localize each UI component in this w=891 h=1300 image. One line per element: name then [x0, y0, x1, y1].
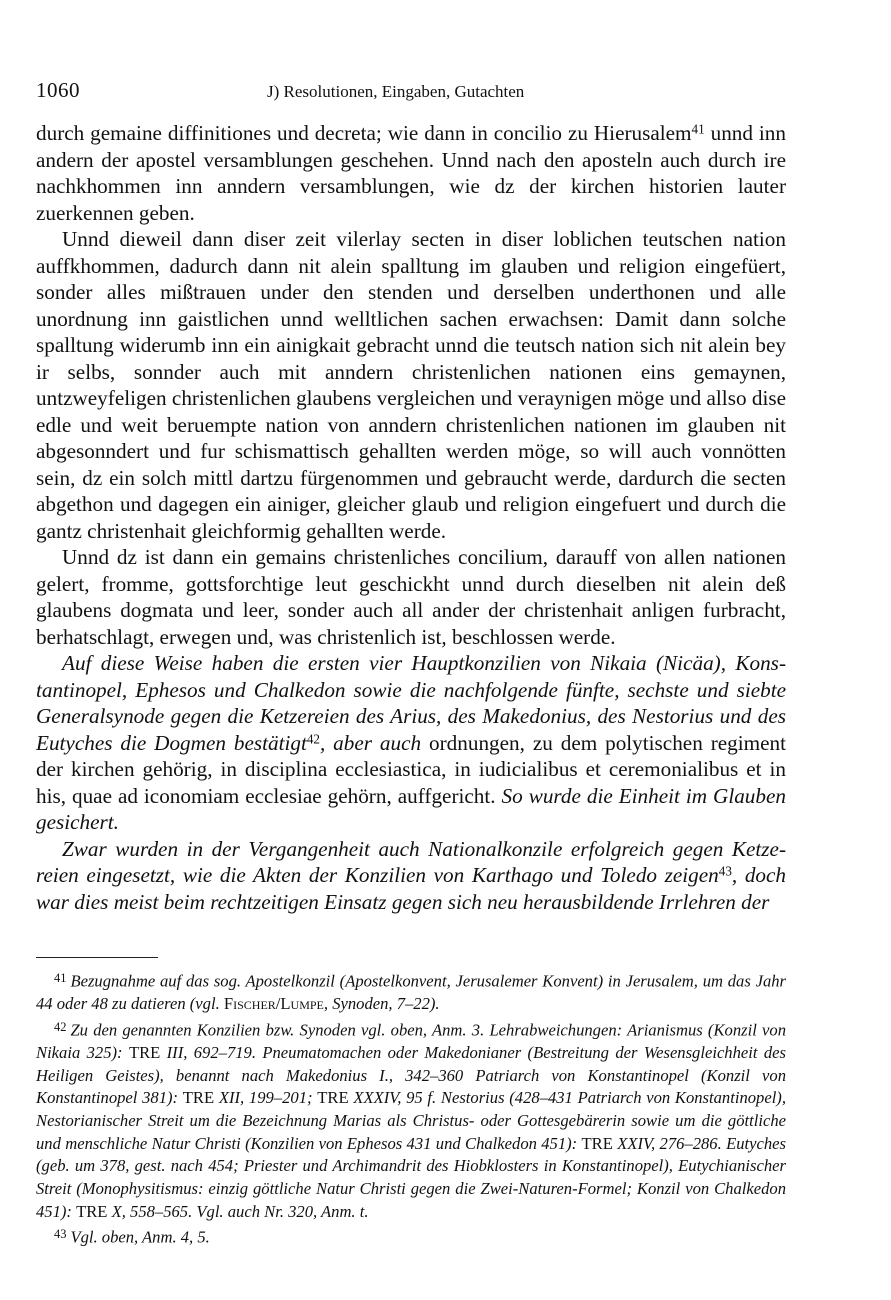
footnote-43-text: Vgl. oben, Anm. 4, 5. [70, 1227, 210, 1247]
paragraph-4 [36, 650, 786, 836]
paragraph-1-text-a: durch gemaine diffinitiones und decreta; wie dann in concilio zu Hierusalem [36, 121, 692, 145]
footnote-41 [36, 967, 786, 1016]
footnote-42-tre-3: TRE [317, 1088, 349, 1108]
footnote-41-text-b: , Synoden, 7–22). [323, 994, 440, 1014]
footnote-42-tre-2: TRE [182, 1088, 215, 1108]
paragraph-4-quote: ordnungen, zu dem polytischen regiment der kirchen gehörig, in disciplina ecclesiastica, in iudicialibus et ceremonialibus et in his, quae ad iconomiam ecclesiae gehörn, auffgericht. [36, 730, 787, 808]
paragraph-5 [36, 836, 786, 916]
footnote-divider [36, 957, 158, 958]
footnote-41-text-a: Bezugnahme auf das sog. Apostelkonzil (Apostelkonvent, Jerusalemer Konvent) in Jerusalem, um das Jahr 44 oder 48 zu datieren (vgl. [36, 971, 786, 1014]
paragraph-2: Unnd dieweil dann diser zeit vilerlay secten in diser loblichen teutschen nation auffkhommen, dadurch dann nit alein spalltung im glauben und religion eingefüert, sonder alles mißtrauen under den stenden und derselben underthonen und alle unordnung inn gaistlichen unnd welltlichen sachen erwachsen: Damit dann solche spalltung widerumb inn ein ainigkait gebracht unnd die teutsch nation sich nit alein bey ir selbs, sonnder auch mit anndern christenlichen nationen eins gemaynen, untzweyfeligen christenlichen glaubens vergleichen und veraynigen möge und allso dise edle und weit beruempte nation von anndern christenlichen nationen im glauben nit abgesonndert und fur schismattisch gehallten werden möge, so will auch vonnötten sein, dz ein solch mittl dartzu fürgenommen und gebraucht werde, dardurch die secten abgethon und dagegen ein ainiger, gleicher glaub und religion eingefuert und durch die gantz christenhait gleichformig gehallten werde. [36, 227, 786, 543]
footnote-42-text-e: XXIV, 276–286. Eutyches (geb. um 378, gest. nach 454; Priester und Archimandrit des Hiobklosters in Konstantinopel), Eutychianischer Streit (Monophysitismus: einzig göttliche Natur Christi gegen die Zwei-Naturen-Formel; Konzil von Chalkedon 451): [36, 1133, 786, 1221]
page-number: 1060 [36, 78, 80, 102]
footnote-42-number: 42 [54, 1019, 67, 1034]
footnote-43-number: 43 [54, 1227, 67, 1242]
footnote-42-text-a: Zu den genannten Konzilien bzw. Synoden vgl. oben, Anm. 3. Lehrabweichungen: Arianismus (Konzil von Nikaia 325): [36, 1020, 786, 1062]
footnote-42-text-f: X, 558–565. Vgl. auch Nr. 320, Anm. t. [107, 1201, 369, 1221]
footnote-42-tre-1: TRE [128, 1042, 161, 1062]
running-title: J) Resolutionen, Eingaben, Gutachten [267, 82, 525, 101]
main-text [36, 120, 786, 915]
paragraph-1-text-b: unnd inn andern der apostel versamblungen geschehen. Unnd nach den aposteln auch durch ire nachkhommen inn anndern versamblungen, wie dz der kirchen historien lauter zuerkennen geben. [36, 121, 786, 225]
footnote-41-authors: Fischer/Lumpe [223, 994, 324, 1014]
footnote-43 [36, 1223, 786, 1249]
page-header [36, 78, 786, 106]
footnotes [36, 967, 786, 1249]
footnote-42 [36, 1016, 786, 1224]
footnote-41-number: 41 [54, 971, 67, 985]
footnote-ref-42[interactable]: 42 [306, 730, 320, 746]
paragraph-4-italic-1: Auf diese Weise haben die ersten vier Hauptkonzilien von Nikaia (Nicäa), Konstantinopel, Ephesos und Chalkedon sowie die nachfolgende fünfte, sechste und siebte Generalsynode gegen die Ketzereien des Arius, des Makedonius, des Nestorius und des Eutyches die Dogmen bestätigt [36, 651, 786, 755]
paragraph-4-italic-3: So wurde die Einheit im Glauben gesichert. [36, 783, 786, 834]
paragraph-1 [36, 120, 786, 226]
footnote-42-tre-5: TRE [76, 1201, 108, 1221]
footnote-42-text-b: III, 692–719. Pneumatomachen oder Makedonianer (Bestreitung der Wesensgleichheit des Heiligen Geistes), benannt nach Makedonius I., 342–360 Patriarch von Konstantinopel (Konzil von Konstantinopel 381): [36, 1042, 786, 1108]
paragraph-4-italic-2: , aber auch [319, 730, 422, 755]
footnote-ref-43[interactable]: 43 [718, 863, 732, 879]
paragraph-3: Unnd dz ist dann ein gemains christenliches concilium, darauff von allen nationen gelert, fromme, gottsforchtige leut geschickht unnd durch dieselben nit alein deß glaubens dogmata und leer, sonder auch all ander der christenhait anligen furbracht, berhatschlagt, erwegen und, was christenlich ist, beschlossen werde. [36, 545, 786, 649]
footnote-42-text-c: XII, 199–201; [214, 1088, 318, 1108]
paragraph-5-italic-b: , doch war dies meist beim rechtzeitigen Einsatz gegen sich neu herausbildende Irrlehren der [36, 863, 787, 914]
footnote-42-text-d: XXXIV, 95 f. Nestorius (428–431 Patriarch von Konstantinopel), Nestorianischer Streit um die Bezeichnung Marias als Christus- oder Gottesgebärerin sowie um die göttliche und menschliche Natur Christi (Konzilien von Ephesos 431 und Chalkedon 451): [36, 1088, 786, 1153]
paragraph-5-italic-a: Zwar wurden in der Vergangenheit auch Nationalkonzile erfolgreich gegen Ketzereien eingesetzt, wie die Akten der Konzilien von Karthago und Toledo zeigen [36, 836, 786, 887]
footnote-ref-41[interactable]: 41 [691, 121, 705, 137]
footnote-42-tre-4: TRE [581, 1133, 613, 1153]
